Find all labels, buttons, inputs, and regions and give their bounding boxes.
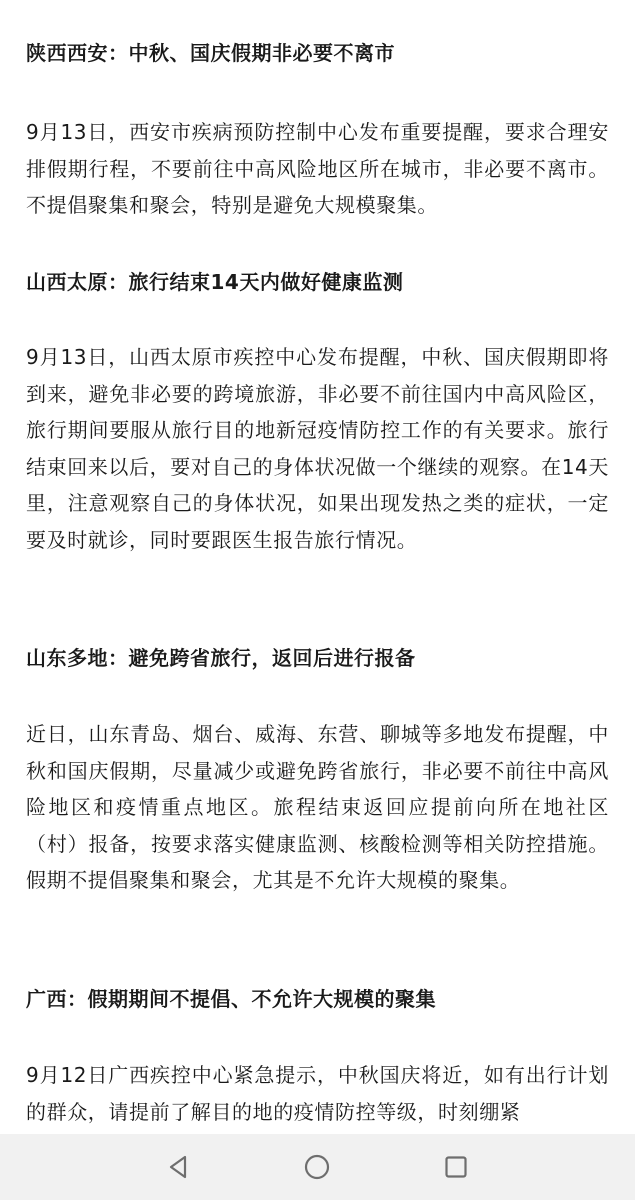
- section-body-taiyuan: 9月13日，山西太原市疾控中心发布提醒，中秋、国庆假期即将到来，避免非必要的跨境旅游，非必要不前往国内中高风险区，旅行期间要服从旅行目的地新冠疫情防控工作的有关要求。旅行结束回来以后，要对自己的身体状况做一个继续的观察。在14天里，注意观察自己的身体状况，如果出现发热之类的症状，一定要及时就诊，同时要跟医生报告旅行情况。: [26, 345, 609, 552]
- section-body-guangxi: 9月12日广西疾控中心紧急提示，中秋国庆将近，如有出行计划的群众，请提前了解目的地的疫情防控等级，时刻绷紧: [26, 1063, 609, 1124]
- recents-square-icon: [443, 1154, 469, 1180]
- back-button[interactable]: [149, 1137, 209, 1197]
- section-heading-taiyuan: 山西太原：旅行结束14天内做好健康监测: [26, 270, 404, 294]
- section-heading-guangxi: 广西：假期期间不提倡、不允许大规模的聚集: [26, 987, 436, 1011]
- recents-button[interactable]: [426, 1137, 486, 1197]
- section-body-xian: 9月13日，西安市疾病预防控制中心发布重要提醒，要求合理安排假期行程，不要前往中高风险地区所在城市，非必要不离市。不提倡聚集和聚会，特别是避免大规模聚集。: [26, 120, 609, 217]
- section-body-shandong: 近日，山东青岛、烟台、威海、东营、聊城等多地发布提醒，中秋和国庆假期，尽量减少或避免跨省旅行，非必要不前往中高风险地区和疫情重点地区。旅程结束返回应提前向所在地社区（村）报备，按要求落实健康监测、核酸检测等相关防控措施。假期不提倡聚集和聚会，尤其是不允许大规模的聚集。: [26, 722, 609, 892]
- section-heading-shandong: 山东多地：避免跨省旅行，返回后进行报备: [26, 646, 416, 670]
- section-heading-xian: 陕西西安：中秋、国庆假期非必要不离市: [26, 41, 395, 65]
- home-button[interactable]: [287, 1137, 347, 1197]
- home-circle-icon: [303, 1153, 331, 1181]
- system-navigation-bar: [0, 1134, 635, 1200]
- back-triangle-icon: [166, 1154, 192, 1180]
